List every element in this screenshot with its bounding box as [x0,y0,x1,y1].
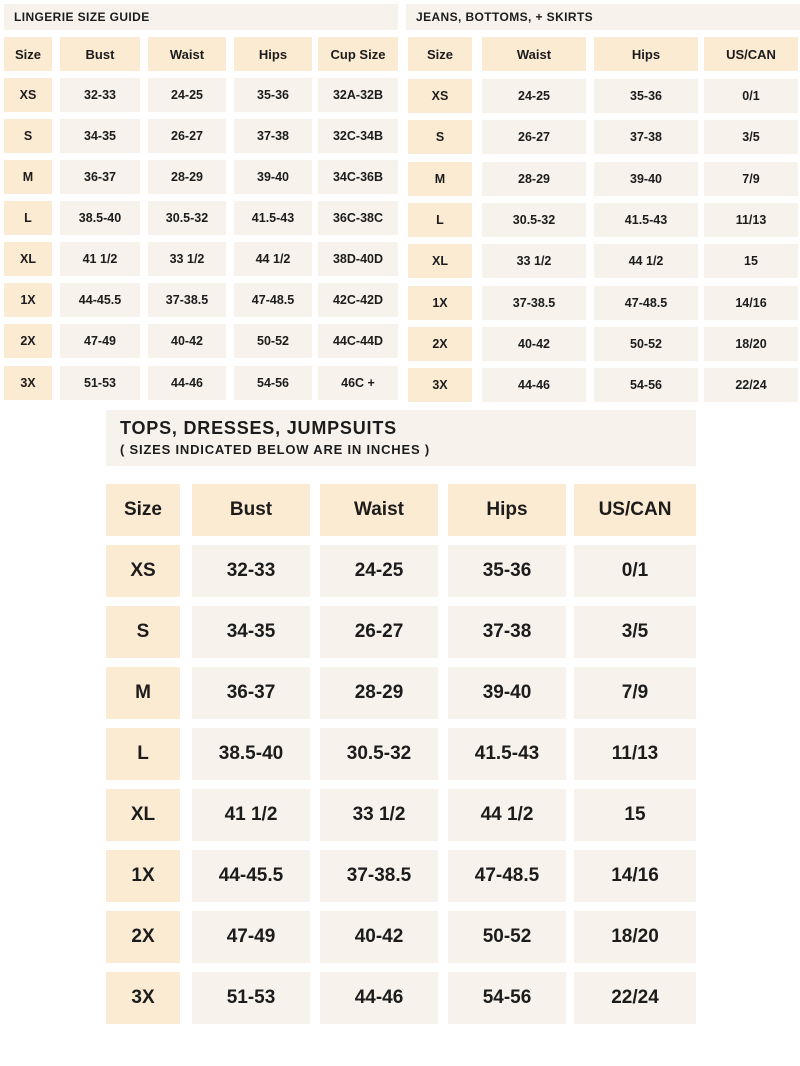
bottoms-value-cell: 18/20 [704,327,798,361]
tops-value-cell: 44-46 [320,972,438,1024]
tops-size-label: XL [106,789,180,841]
bottoms-header-cell: US/CAN [704,37,798,71]
lingerie-size-label: L [4,201,52,235]
bottoms-header-cell: Waist [482,37,586,71]
lingerie-value-cell: 39-40 [234,160,312,194]
tops-value-cell: 51-53 [192,972,310,1024]
lingerie-size-label: 2X [4,324,52,358]
tops-size-label: S [106,606,180,658]
tops-value-cell: 11/13 [574,728,696,780]
lingerie-value-cell: 44-45.5 [60,283,140,317]
lingerie-value-cell: 44 1/2 [234,242,312,276]
bottoms-header-cell: Hips [594,37,698,71]
tops-header-cell: Bust [192,484,310,536]
lingerie-value-cell: 44C-44D [318,324,398,358]
lingerie-value-cell: 34-35 [60,119,140,153]
bottoms-value-cell: 44-46 [482,368,586,402]
tops-size-label: 1X [106,850,180,902]
tops-size-label: 2X [106,911,180,963]
tops-value-cell: 24-25 [320,545,438,597]
bottoms-size-label: L [408,203,472,237]
lingerie-value-cell: 47-49 [60,324,140,358]
tops-value-cell: 41 1/2 [192,789,310,841]
tops-value-cell: 22/24 [574,972,696,1024]
lingerie-value-cell: 32-33 [60,78,140,112]
bottoms-value-cell: 24-25 [482,79,586,113]
lingerie-size-label: 3X [4,366,52,400]
tops-value-cell: 50-52 [448,911,566,963]
bottoms-value-cell: 22/24 [704,368,798,402]
tops-value-cell: 28-29 [320,667,438,719]
tops-value-cell: 7/9 [574,667,696,719]
bottoms-title: JEANS, BOTTOMS, + SKIRTS [406,4,800,30]
bottoms-size-label: 1X [408,286,472,320]
bottoms-value-cell: 44 1/2 [594,244,698,278]
lingerie-value-cell: 34C-36B [318,160,398,194]
tops-title: TOPS, DRESSES, JUMPSUITS [120,418,397,438]
tops-value-cell: 40-42 [320,911,438,963]
tops-size-label: 3X [106,972,180,1024]
tops-title-block [106,410,696,466]
tops-value-cell: 33 1/2 [320,789,438,841]
bottoms-value-cell: 40-42 [482,327,586,361]
bottoms-value-cell: 54-56 [594,368,698,402]
bottoms-value-cell: 41.5-43 [594,203,698,237]
lingerie-value-cell: 35-36 [234,78,312,112]
bottoms-size-label: M [408,162,472,196]
tops-header-cell: US/CAN [574,484,696,536]
bottoms-value-cell: 14/16 [704,286,798,320]
tops-value-cell: 32-33 [192,545,310,597]
lingerie-value-cell: 24-25 [148,78,226,112]
tops-header-cell: Hips [448,484,566,536]
lingerie-value-cell: 38.5-40 [60,201,140,235]
lingerie-value-cell: 51-53 [60,366,140,400]
lingerie-size-label: XS [4,78,52,112]
tops-header-cell: Size [106,484,180,536]
tops-value-cell: 35-36 [448,545,566,597]
tops-size-label: L [106,728,180,780]
lingerie-value-cell: 30.5-32 [148,201,226,235]
tops-value-cell: 37-38.5 [320,850,438,902]
bottoms-size-label: XS [408,79,472,113]
tops-value-cell: 38.5-40 [192,728,310,780]
lingerie-value-cell: 46C + [318,366,398,400]
tops-value-cell: 44 1/2 [448,789,566,841]
lingerie-value-cell: 47-48.5 [234,283,312,317]
lingerie-value-cell: 41 1/2 [60,242,140,276]
tops-value-cell: 14/16 [574,850,696,902]
bottoms-value-cell: 11/13 [704,203,798,237]
lingerie-value-cell: 28-29 [148,160,226,194]
tops-value-cell: 26-27 [320,606,438,658]
bottoms-value-cell: 50-52 [594,327,698,361]
tops-value-cell: 39-40 [448,667,566,719]
lingerie-value-cell: 37-38.5 [148,283,226,317]
tops-subtitle: ( SIZES INDICATED BELOW ARE IN INCHES ) [120,442,430,457]
lingerie-title: LINGERIE SIZE GUIDE [4,4,398,30]
lingerie-value-cell: 38D-40D [318,242,398,276]
lingerie-header-cell: Size [4,37,52,71]
lingerie-value-cell: 36C-38C [318,201,398,235]
tops-header-cell: Waist [320,484,438,536]
bottoms-value-cell: 35-36 [594,79,698,113]
bottoms-value-cell: 33 1/2 [482,244,586,278]
tops-size-label: XS [106,545,180,597]
bottoms-value-cell: 0/1 [704,79,798,113]
lingerie-value-cell: 40-42 [148,324,226,358]
bottoms-size-label: XL [408,244,472,278]
tops-value-cell: 44-45.5 [192,850,310,902]
bottoms-value-cell: 37-38.5 [482,286,586,320]
tops-value-cell: 15 [574,789,696,841]
lingerie-value-cell: 54-56 [234,366,312,400]
lingerie-size-label: M [4,160,52,194]
bottoms-value-cell: 37-38 [594,120,698,154]
bottoms-value-cell: 26-27 [482,120,586,154]
lingerie-value-cell: 37-38 [234,119,312,153]
lingerie-size-label: XL [4,242,52,276]
lingerie-header-cell: Cup Size [318,37,398,71]
lingerie-header-cell: Bust [60,37,140,71]
tops-value-cell: 37-38 [448,606,566,658]
bottoms-size-label: S [408,120,472,154]
tops-value-cell: 0/1 [574,545,696,597]
lingerie-header-cell: Hips [234,37,312,71]
bottoms-value-cell: 28-29 [482,162,586,196]
tops-value-cell: 41.5-43 [448,728,566,780]
tops-value-cell: 3/5 [574,606,696,658]
lingerie-size-label: S [4,119,52,153]
lingerie-value-cell: 44-46 [148,366,226,400]
lingerie-size-label: 1X [4,283,52,317]
lingerie-value-cell: 42C-42D [318,283,398,317]
tops-value-cell: 18/20 [574,911,696,963]
tops-size-label: M [106,667,180,719]
bottoms-value-cell: 30.5-32 [482,203,586,237]
bottoms-value-cell: 3/5 [704,120,798,154]
lingerie-value-cell: 36-37 [60,160,140,194]
lingerie-value-cell: 32C-34B [318,119,398,153]
lingerie-header-cell: Waist [148,37,226,71]
tops-value-cell: 54-56 [448,972,566,1024]
lingerie-value-cell: 41.5-43 [234,201,312,235]
tops-value-cell: 47-49 [192,911,310,963]
bottoms-value-cell: 7/9 [704,162,798,196]
bottoms-value-cell: 15 [704,244,798,278]
bottoms-header-cell: Size [408,37,472,71]
bottoms-value-cell: 47-48.5 [594,286,698,320]
lingerie-value-cell: 32A-32B [318,78,398,112]
bottoms-value-cell: 39-40 [594,162,698,196]
tops-value-cell: 47-48.5 [448,850,566,902]
bottoms-size-label: 3X [408,368,472,402]
bottoms-size-label: 2X [408,327,472,361]
lingerie-value-cell: 50-52 [234,324,312,358]
lingerie-value-cell: 26-27 [148,119,226,153]
tops-value-cell: 36-37 [192,667,310,719]
tops-value-cell: 30.5-32 [320,728,438,780]
lingerie-value-cell: 33 1/2 [148,242,226,276]
tops-value-cell: 34-35 [192,606,310,658]
